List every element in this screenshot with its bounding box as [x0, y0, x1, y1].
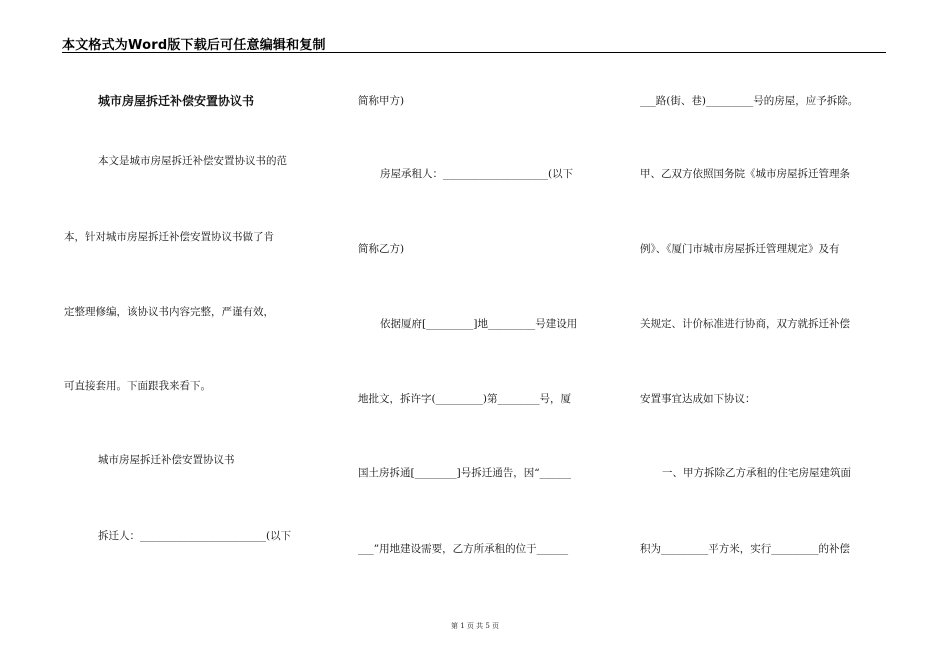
header-divider	[62, 52, 886, 53]
text-line: 简称甲方)	[358, 95, 405, 107]
text-line: 国土房拆通[________]号拆迁通告，因“______	[358, 467, 572, 479]
text-line: 定整理修编，该协议书内容完整，严谨有效，	[64, 306, 274, 318]
text-line: 甲、乙双方依照国务院《城市房屋拆迁管理条	[640, 168, 850, 180]
text-line: ___”用地建设需要，乙方所承租的位于______	[358, 543, 569, 555]
text-line: 本文是城市房屋拆迁补偿安置协议书的范	[98, 155, 287, 167]
agreement-heading: 城市房屋拆迁补偿安置协议书	[98, 454, 235, 466]
document-header-banner: 本文格式为Word版下载后可任意编辑和复制	[62, 38, 326, 53]
text-line: 积为_________平方米，实行_________的补偿	[640, 543, 850, 555]
text-line: 可直接套用。下面跟我来看下。	[64, 380, 211, 392]
page-number-footer: 第 1 页 共 5 页	[450, 622, 500, 630]
text-line: 房屋承租人：____________________(以下	[380, 168, 574, 180]
text-line: 一、甲方拆除乙方承租的住宅房屋建筑面	[662, 467, 851, 479]
document-title: 城市房屋拆迁补偿安置协议书	[98, 94, 255, 108]
text-line: 拆迁人：________________________(以下	[98, 530, 292, 542]
text-line: 本，针对城市房屋拆迁补偿安置协议书做了肯	[64, 231, 274, 243]
text-line: 安置事宜达成如下协议：	[640, 393, 756, 405]
text-line: 关规定、计价标准进行协商，双方就拆迁补偿	[640, 318, 850, 330]
text-line: ___路(街、巷)_________号的房屋，应予拆除。	[640, 95, 859, 107]
text-line: 地批文，拆许字(_________)第________号，厦	[358, 393, 571, 405]
text-line: 简称乙方)	[358, 243, 405, 255]
text-line: 依据厦府[_________]地_________号建设用	[380, 318, 578, 330]
text-line: 例》、《厦门市城市房屋拆迁管理规定》及有	[640, 243, 840, 255]
